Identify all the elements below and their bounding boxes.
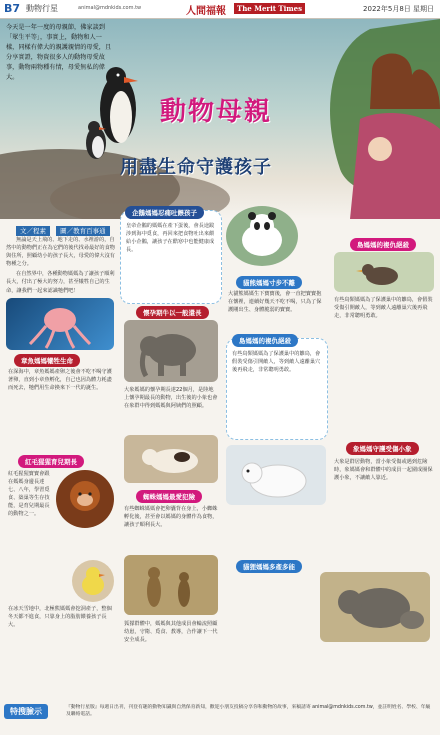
photo-credit: 圖／教育百事通	[56, 226, 110, 236]
section-title-deer: 象媽媽守護受傷小象	[346, 442, 419, 455]
author-credit: 文／程素	[16, 226, 50, 236]
section-text-deer: 大象是群居動物，當小象受傷或遇到危險時，象媽媽會和群體中的成員一起圍成圈保護小象，不讓敵人靠近。	[334, 459, 433, 481]
polar-bear-graphic	[226, 445, 326, 505]
bird-photo	[334, 252, 434, 292]
section-title-orangutan: 紅毛猩猩育兒期長	[18, 455, 84, 468]
section-number: B7	[4, 2, 21, 15]
byline	[16, 226, 114, 235]
section-title-penguin: 企鵝媽媽忍痛吐餵孩子	[125, 206, 204, 219]
section-text-meerkat: 狐獴群體中，媽媽與其他成員會輪流照顧幼崽，守衛、覓食、教導，合作讓下一代安全成長。	[124, 621, 218, 643]
page-header	[0, 0, 440, 19]
bird-graphic	[334, 252, 434, 292]
issue-date: 2022年5月8日 星期日	[363, 5, 434, 13]
orangutan-photo	[56, 470, 114, 528]
orangutan-graphic	[56, 470, 114, 528]
octopus-graphic	[6, 298, 114, 350]
cow-photo	[124, 435, 218, 483]
elephant-photo	[124, 320, 218, 382]
newspaper-logo: 人間福報	[186, 6, 226, 17]
calf-graphic	[124, 435, 218, 483]
section-text-cow: 大象媽媽的懷孕期長達22個月，是陸地上懷孕期最長的動物，出生後的小象也會在象群中得到媽媽與阿姨們的照顧。	[124, 387, 218, 409]
section-title-bird: 島媽媽的複仇絕殺	[350, 238, 416, 251]
mother-illustration	[330, 19, 440, 219]
contact-email[interactable]: animal@mdnkids.com.tw	[78, 5, 142, 11]
section-text-chick: 在冰天雪地中，北極熊媽媽會挖洞產子，整個冬天都不進食，只靠身上的脂肪餵養孩子長大。	[8, 606, 112, 628]
octopus-photo	[6, 298, 114, 350]
section-title-meerkat: 貓狸媽媽多產多能	[236, 560, 302, 573]
meerkat-graphic	[124, 555, 218, 615]
column-name: 動物行星	[26, 4, 58, 13]
footer-text: 『動物行星版』每週日出刊，刊登有趣的動物知識與自然保育新知，歡迎小朋友投稿分享你和動物的故事，來稿請寄 animal@mdnkids.com.tw，並註明姓名、學校、年級及聯絡電話。	[66, 705, 431, 717]
section-text-spider: 有些蜘蛛媽媽會把卵囊背在身上，小蜘蛛孵化後，甚至會以媽媽的身體作為食物，讓孩子順利長大。	[124, 506, 218, 528]
chick-graphic	[72, 560, 114, 602]
panda-photo	[226, 206, 298, 266]
section-text-lizard: 有些鳥類媽媽為了保護巢中的雛鳥，會假裝受傷引開敵人，等到敵人遠離巢穴後再飛走，非常聰明勇敢。	[232, 351, 321, 373]
meerkat-photo	[124, 555, 218, 615]
section-title-lizard: 島媽媽的複仇絕殺	[232, 334, 298, 347]
lead-paragraph: 在自然界中，各種動物媽媽為了讓孩子順利長大，付出了極大的努力，甚至犧牲自己的生命，讓我們一起來認識牠們吧！	[6, 271, 115, 294]
panda-graphic	[226, 206, 298, 266]
elephant-family-graphic	[320, 572, 430, 642]
section-text-orangutan: 紅毛猩猩寶寶會跟在媽媽身邊長達七、八年，學習覓食、築巢等生存技能，是育兒期最長的動物之一。	[8, 471, 50, 517]
section-text-octopus: 在深海中，章魚媽媽產卵之後會不吃不喝守護著卵，直到小章魚孵化，自己也因為體力耗盡而死去，牠們用生命換來下一代的誕生。	[8, 369, 112, 391]
intro-text: 今天是一年一度的母親節，佛家談到「眾生平等」，事實上，動物和人一樣，同樣有偉大的親護親情的母愛，且分享實證，物資很多人的動物母愛故事，動物兩物種有情，母愛無私的偉大。	[6, 24, 112, 81]
hero-banner	[0, 19, 440, 219]
newspaper-logo-en: The Merit Times	[234, 3, 305, 14]
elephant-family-photo	[320, 572, 430, 642]
section-text-bird: 有些鳥類媽媽為了保護巢中的雛鳥，會假裝受傷引開敵人，等到敵人遠離巢穴後再飛走，非常聰明勇敢。	[334, 297, 433, 319]
lead-article	[6, 236, 116, 297]
section-title-octopus: 章魚媽媽犧牲生命	[14, 354, 80, 367]
chick-photo	[72, 560, 114, 602]
bear-photo	[226, 445, 326, 505]
section-title-spider: 蜘蛛媽媽最愛犯險	[136, 490, 202, 503]
section-title-cow: 懷孕期牛以一般還長	[136, 306, 209, 319]
footer-badge: 特搜臉示	[4, 704, 48, 719]
page-subtitle: 用盡生命守護孩子	[120, 157, 272, 178]
section-text-panda: 大貓熊媽媽生下寶寶後，會一直把寶寶抱在懷裡，連續好幾天不吃不喝，只為了保護剛出生、身體脆弱的寶寶。	[228, 291, 322, 313]
section-title-panda: 貓熊媽媽寸步不離	[236, 276, 302, 289]
lead-paragraph: 無論是天上飛的、地下走的、水裡游的，自然中的動物們正在為它們的後代找尋最好的食物與住所，照顧幼小的孩子長大，母愛的偉大沒有物種之分。	[6, 237, 115, 268]
page-title: 動物母親	[160, 97, 273, 127]
elephant-graphic	[124, 320, 218, 382]
section-text-penguin: 皇帝企鵝的媽媽在產下蛋後，會長途跋涉到海中覓食，再回來把食物吐出來餵給小企鵝，讓孩子在酷寒中也能健康成長。	[126, 223, 215, 253]
